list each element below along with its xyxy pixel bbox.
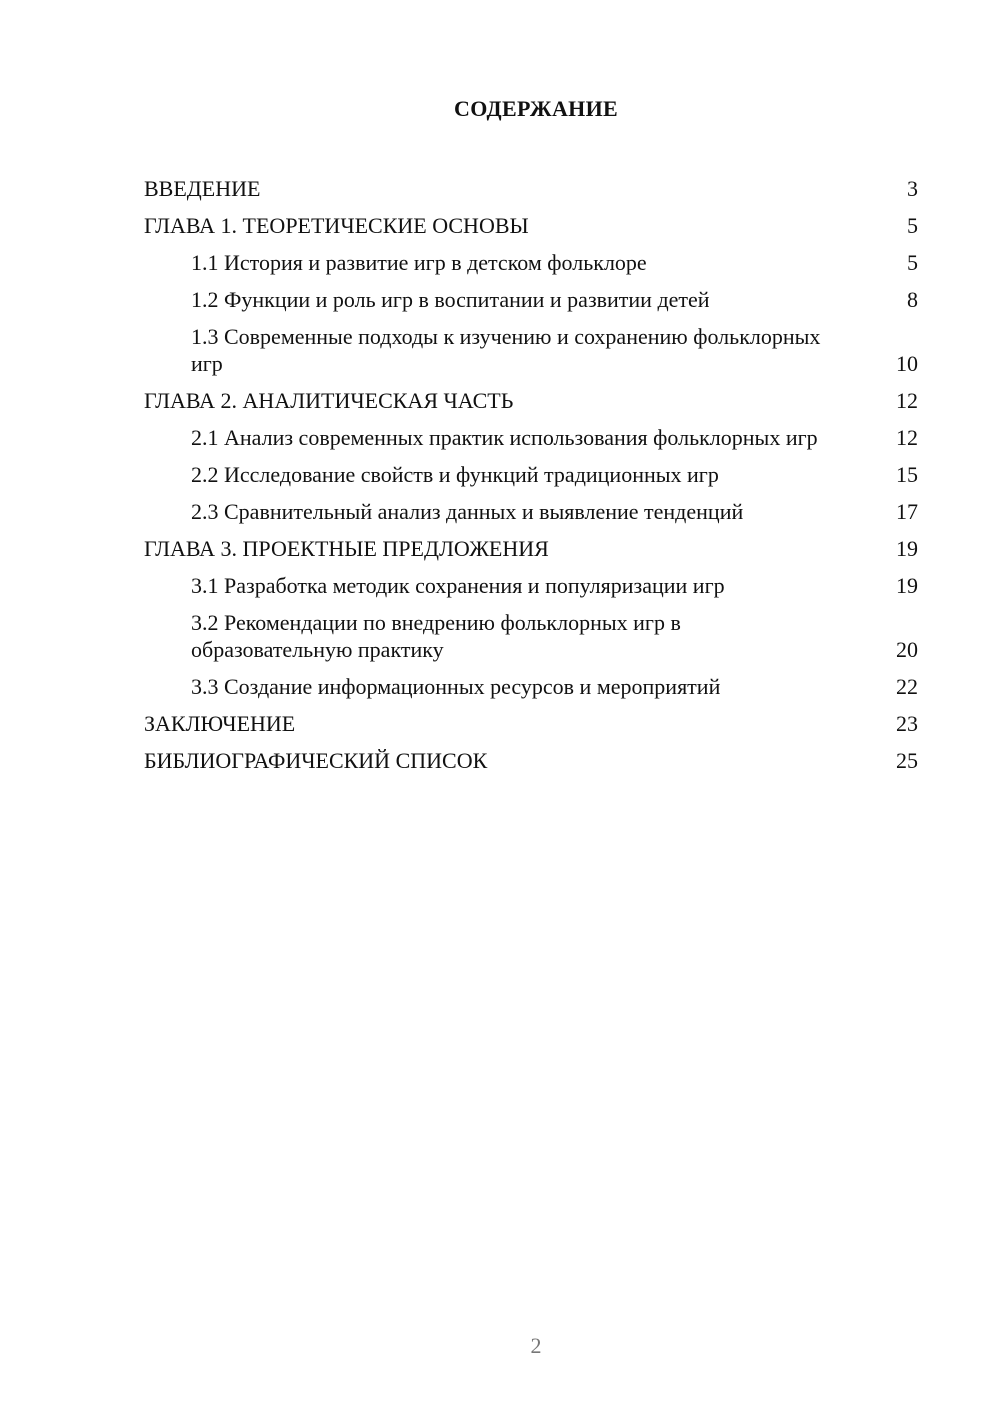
toc-entry[interactable]: [144, 742, 918, 779]
toc-entry-text: 2.2 Исследование свойств и функций традиционных игр: [191, 462, 719, 487]
toc-entry-page: 12: [896, 388, 918, 413]
toc-entry-text: 2.1 Анализ современных практик использования фольклорных игр: [191, 425, 818, 450]
table-of-contents: [144, 170, 918, 779]
toc-entry-page: 15: [896, 462, 918, 487]
toc-entry[interactable]: [144, 604, 918, 668]
toc-entry-text: 3.3 Создание информационных ресурсов и мероприятий: [191, 674, 721, 699]
toc-entry-page: 23: [896, 711, 918, 736]
toc-entry-page: 8: [907, 287, 918, 312]
toc-entry[interactable]: [144, 207, 918, 244]
toc-entry-text: 3.2 Рекомендации по внедрению фольклорных игр в образовательную практику: [191, 610, 681, 662]
toc-entry-text: 3.1 Разработка методик сохранения и популяризации игр: [191, 573, 725, 598]
toc-entry[interactable]: [144, 419, 918, 456]
toc-entry-page: 19: [896, 573, 918, 598]
toc-entry-page: 12: [896, 425, 918, 450]
toc-entry-page: 17: [896, 499, 918, 524]
toc-entry-page: 5: [907, 250, 918, 275]
toc-entry[interactable]: [144, 705, 918, 742]
toc-entry-page: 10: [896, 351, 918, 376]
toc-entry-text: ГЛАВА 1. ТЕОРЕТИЧЕСКИЕ ОСНОВЫ: [144, 213, 529, 238]
toc-entry[interactable]: [144, 170, 918, 207]
page-title: СОДЕРЖАНИЕ: [454, 96, 618, 121]
toc-entry[interactable]: [144, 456, 918, 493]
toc-entry-page: 20: [896, 637, 918, 662]
toc-entry-text: ВВЕДЕНИЕ: [144, 176, 261, 201]
toc-entry[interactable]: [144, 668, 918, 705]
toc-entry-text: БИБЛИОГРАФИЧЕСКИЙ СПИСОК: [144, 748, 488, 773]
toc-entry-text: ГЛАВА 2. АНАЛИТИЧЕСКАЯ ЧАСТЬ: [144, 388, 514, 413]
toc-entry-text: ЗАКЛЮЧЕНИЕ: [144, 711, 296, 736]
toc-entry-text: ГЛАВА 3. ПРОЕКТНЫЕ ПРЕДЛОЖЕНИЯ: [144, 536, 549, 561]
toc-entry[interactable]: [144, 567, 918, 604]
toc-entry-page: 22: [896, 674, 918, 699]
toc-entry-text: 1.3 Современные подходы к изучению и сохранению фольклорных игр: [191, 324, 821, 376]
toc-entry-page: 5: [907, 213, 918, 238]
toc-entry-text: 1.2 Функции и роль игр в воспитании и развитии детей: [191, 287, 710, 312]
toc-entry[interactable]: [144, 493, 918, 530]
toc-entry[interactable]: [144, 318, 918, 382]
toc-entry[interactable]: [144, 281, 918, 318]
toc-entry-text: 1.1 История и развитие игр в детском фольклоре: [191, 250, 647, 275]
toc-entry-page: 3: [907, 176, 918, 201]
toc-entry-page: 19: [896, 536, 918, 561]
toc-entry[interactable]: [144, 382, 918, 419]
page-number: 2: [530, 1333, 542, 1358]
toc-entry-page: 25: [896, 748, 918, 773]
toc-entry[interactable]: [144, 530, 918, 567]
toc-entry[interactable]: [144, 244, 918, 281]
toc-entry-text: 2.3 Сравнительный анализ данных и выявление тенденций: [191, 499, 744, 524]
